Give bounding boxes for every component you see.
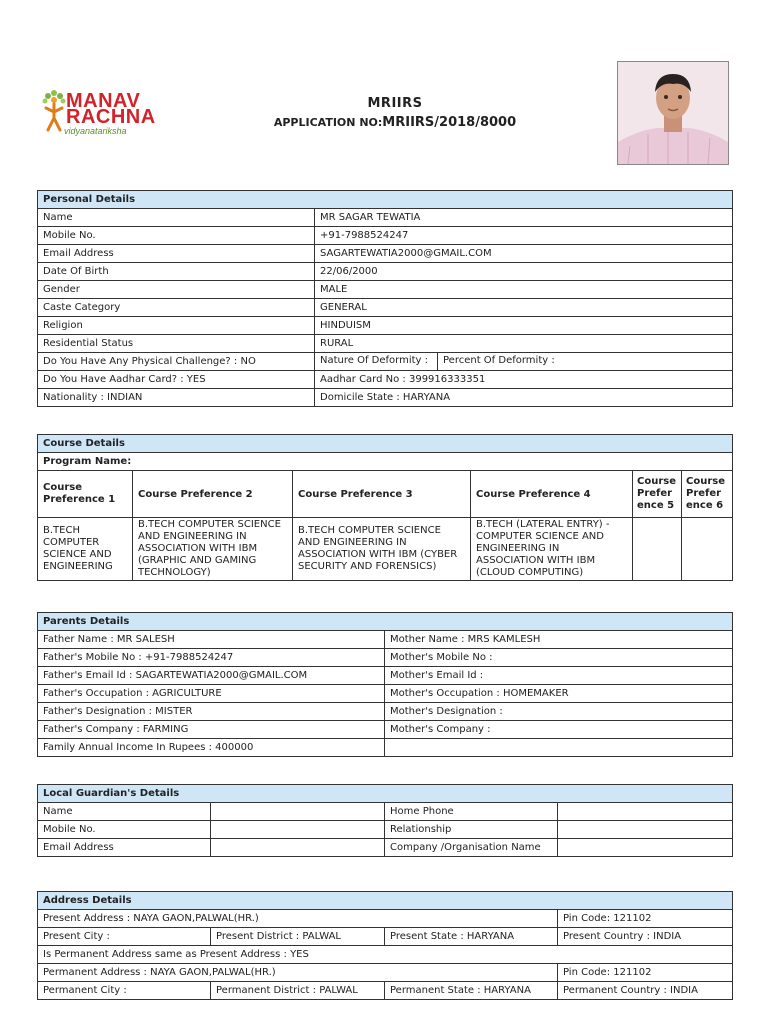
table-row bbox=[38, 209, 733, 227]
parents-details-table bbox=[37, 612, 733, 757]
table-row bbox=[38, 335, 733, 353]
field-value: RURAL bbox=[315, 335, 733, 353]
field-value bbox=[211, 821, 385, 839]
deformity-percent: Percent Of Deformity : bbox=[443, 355, 555, 366]
logo-tagline: vidyanatariksha bbox=[64, 126, 127, 136]
field-value bbox=[211, 803, 385, 821]
field-label: Email Address bbox=[38, 839, 211, 857]
field-label: Name bbox=[38, 803, 211, 821]
page-header bbox=[230, 96, 560, 130]
field-label: Residential Status bbox=[38, 335, 315, 353]
father-company: Father's Company : FARMING bbox=[38, 721, 385, 739]
deformity-cell bbox=[315, 353, 733, 371]
mother-name: Mother Name : MRS KAMLESH bbox=[385, 631, 733, 649]
table-row bbox=[38, 803, 733, 821]
mother-company: Mother's Company : bbox=[385, 721, 733, 739]
field-label: Company /Organisation Name bbox=[385, 839, 558, 857]
field-value: 22/06/2000 bbox=[315, 263, 733, 281]
field-label: Home Phone bbox=[385, 803, 558, 821]
domicile-state: Domicile State : HARYANA bbox=[315, 389, 733, 407]
personal-details-heading: Personal Details bbox=[38, 191, 733, 209]
course-details-heading: Course Details bbox=[38, 435, 733, 453]
table-row bbox=[38, 263, 733, 281]
physical-challenge: Do You Have Any Physical Challenge? : NO bbox=[38, 353, 315, 371]
field-label: Relationship bbox=[385, 821, 558, 839]
field-value: SAGARTEWATIA2000@GMAIL.COM bbox=[315, 245, 733, 263]
field-label: Date Of Birth bbox=[38, 263, 315, 281]
table-row bbox=[38, 353, 733, 371]
table-row bbox=[38, 721, 733, 739]
course-preference-4: B.TECH (LATERAL ENTRY) - COMPUTER SCIENCE AND ENGINEERING IN ASSOCIATION WITH IBM (CLOUD COMPUTING) bbox=[471, 518, 633, 581]
course-preference-5 bbox=[633, 518, 682, 581]
applicant-photo-image bbox=[618, 62, 728, 164]
application-label: APPLICATION NO: bbox=[273, 116, 383, 129]
permanent-district: Permanent District : PALWAL bbox=[211, 982, 385, 1000]
column-header: Course Preference 1 bbox=[38, 471, 133, 518]
field-value: MR SAGAR TEWATIA bbox=[315, 209, 733, 227]
permanent-address: Permanent Address : NAYA GAON,PALWAL(HR.) bbox=[38, 964, 558, 982]
course-preference-2: B.TECH COMPUTER SCIENCE AND ENGINEERING IN ASSOCIATION WITH IBM (GRAPHIC AND GAMING TECHNOLOGY) bbox=[133, 518, 293, 581]
permanent-state: Permanent State : HARYANA bbox=[385, 982, 558, 1000]
table-row bbox=[38, 631, 733, 649]
father-designation: Father's Designation : MISTER bbox=[38, 703, 385, 721]
aadhar-number: Aadhar Card No : 399916333351 bbox=[315, 371, 733, 389]
course-preference-1: B.TECH COMPUTER SCIENCE AND ENGINEERING bbox=[38, 518, 133, 581]
table-row bbox=[38, 685, 733, 703]
field-value: HINDUISM bbox=[315, 317, 733, 335]
course-details-table bbox=[37, 434, 733, 581]
same-address-flag: Is Permanent Address same as Present Address : YES bbox=[38, 946, 733, 964]
table-row bbox=[38, 982, 733, 1000]
field-value bbox=[558, 803, 733, 821]
parents-details-heading: Parents Details bbox=[38, 613, 733, 631]
application-value: MRIIRS/2018/8000 bbox=[382, 115, 517, 130]
table-row bbox=[38, 649, 733, 667]
field-label: Name bbox=[38, 209, 315, 227]
field-value bbox=[211, 839, 385, 857]
table-row bbox=[38, 299, 733, 317]
guardian-details-table bbox=[37, 784, 733, 857]
present-pin-code: Pin Code: 121102 bbox=[558, 910, 733, 928]
column-header: Course Preference 2 bbox=[133, 471, 293, 518]
father-mobile: Father's Mobile No : +91-7988524247 bbox=[38, 649, 385, 667]
field-label: Email Address bbox=[38, 245, 315, 263]
present-address: Present Address : NAYA GAON,PALWAL(HR.) bbox=[38, 910, 558, 928]
table-row bbox=[38, 964, 733, 982]
table-header-row bbox=[38, 471, 733, 518]
mother-occupation: Mother's Occupation : HOMEMAKER bbox=[385, 685, 733, 703]
field-label: Mobile No. bbox=[38, 821, 211, 839]
column-header: Course Prefer ence 6 bbox=[682, 471, 733, 518]
program-name: Program Name: bbox=[38, 453, 733, 471]
guardian-details-heading: Local Guardian's Details bbox=[38, 785, 733, 803]
manav-rachna-logo bbox=[40, 88, 168, 140]
address-details-table bbox=[37, 891, 733, 1000]
field-value bbox=[558, 839, 733, 857]
course-preference-3: B.TECH COMPUTER SCIENCE AND ENGINEERING IN ASSOCIATION WITH IBM (CYBER SECURITY AND FORENSICS) bbox=[293, 518, 471, 581]
personal-details-table bbox=[37, 190, 733, 407]
table-row bbox=[38, 667, 733, 685]
table-row bbox=[38, 703, 733, 721]
field-label: Caste Category bbox=[38, 299, 315, 317]
father-occupation: Father's Occupation : AGRICULTURE bbox=[38, 685, 385, 703]
table-row bbox=[38, 317, 733, 335]
field-value: GENERAL bbox=[315, 299, 733, 317]
field-value: +91-7988524247 bbox=[315, 227, 733, 245]
page-title: MRIIRS bbox=[367, 96, 423, 111]
table-row bbox=[38, 739, 733, 757]
aadhar-question: Do You Have Aadhar Card? : YES bbox=[38, 371, 315, 389]
deformity-nature: Nature Of Deformity : bbox=[315, 353, 438, 370]
table-row bbox=[38, 227, 733, 245]
table-row bbox=[38, 245, 733, 263]
father-email: Father's Email Id : SAGARTEWATIA2000@GMAIL.COM bbox=[38, 667, 385, 685]
present-city: Present City : bbox=[38, 928, 211, 946]
father-name: Father Name : MR SALESH bbox=[38, 631, 385, 649]
nationality: Nationality : INDIAN bbox=[38, 389, 315, 407]
table-row bbox=[38, 910, 733, 928]
table-row bbox=[38, 928, 733, 946]
mother-designation: Mother's Designation : bbox=[385, 703, 733, 721]
field-value bbox=[558, 821, 733, 839]
empty-cell bbox=[385, 739, 733, 757]
mother-email: Mother's Email Id : bbox=[385, 667, 733, 685]
field-value: MALE bbox=[315, 281, 733, 299]
application-number bbox=[230, 115, 560, 130]
permanent-city: Permanent City : bbox=[38, 982, 211, 1000]
field-label: Religion bbox=[38, 317, 315, 335]
field-label: Gender bbox=[38, 281, 315, 299]
column-header: Course Preference 3 bbox=[293, 471, 471, 518]
table-row bbox=[38, 821, 733, 839]
present-country: Present Country : INDIA bbox=[558, 928, 733, 946]
table-row bbox=[38, 281, 733, 299]
column-header: Course Preference 4 bbox=[471, 471, 633, 518]
present-district: Present District : PALWAL bbox=[211, 928, 385, 946]
mother-mobile: Mother's Mobile No : bbox=[385, 649, 733, 667]
address-details-heading: Address Details bbox=[38, 892, 733, 910]
permanent-country: Permanent Country : INDIA bbox=[558, 982, 733, 1000]
column-header: Course Prefer ence 5 bbox=[633, 471, 682, 518]
family-income: Family Annual Income In Rupees : 400000 bbox=[38, 739, 385, 757]
permanent-pin-code: Pin Code: 121102 bbox=[558, 964, 733, 982]
field-label: Mobile No. bbox=[38, 227, 315, 245]
table-row bbox=[38, 946, 733, 964]
table-row bbox=[38, 389, 733, 407]
table-row bbox=[38, 518, 733, 581]
logo-line1: MANAV bbox=[66, 90, 141, 112]
table-row bbox=[38, 839, 733, 857]
course-preference-6 bbox=[682, 518, 733, 581]
table-row bbox=[38, 371, 733, 389]
applicant-photo bbox=[617, 61, 729, 165]
logo-line2: RACHNA bbox=[66, 106, 156, 128]
present-state: Present State : HARYANA bbox=[385, 928, 558, 946]
